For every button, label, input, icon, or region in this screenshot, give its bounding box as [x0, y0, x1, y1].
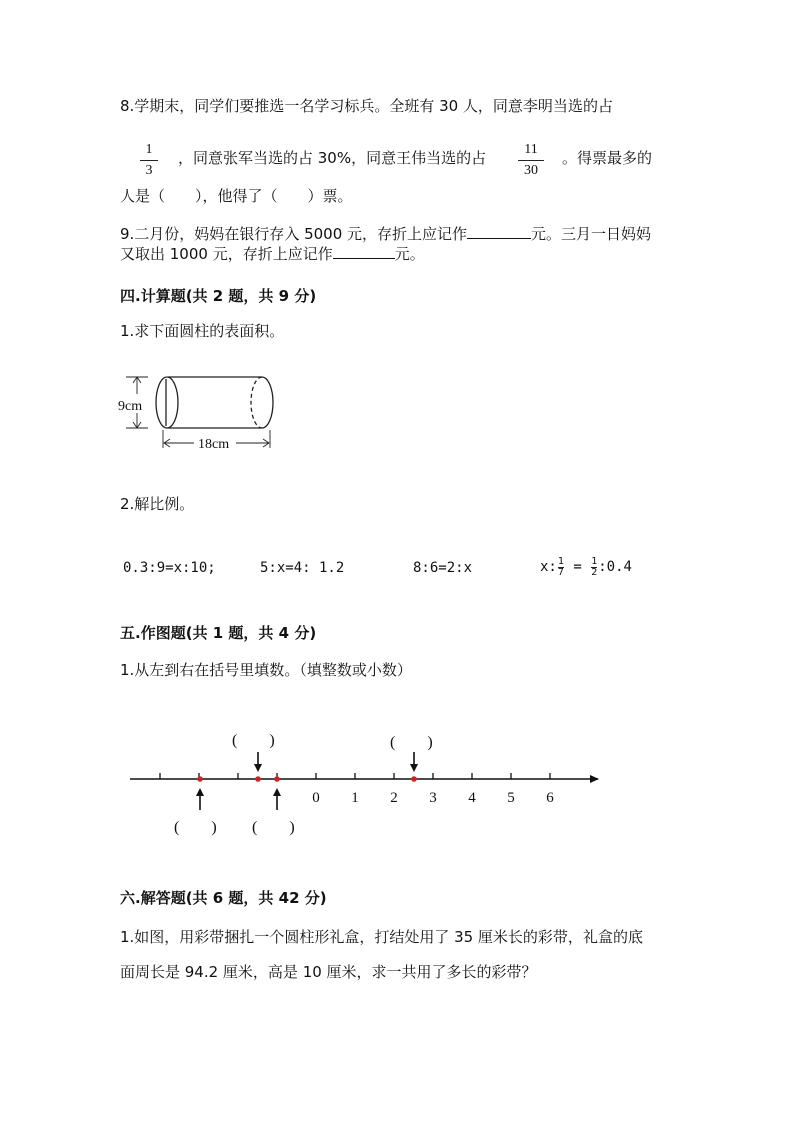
q9-line2: [120, 244, 425, 264]
q9-line2-a: 又取出 1000 元，存折上应记作: [120, 245, 333, 263]
fraction-denominator: 2: [591, 566, 598, 578]
equation-2: 5:x=4: 1.2: [260, 560, 345, 576]
cylinder-left-face: [156, 377, 178, 428]
section5-title: 五.作图题(共 1 题，共 4 分): [120, 624, 317, 642]
arrow-down-b-head: [254, 764, 262, 772]
q8-fraction-eleven-thirtieths: [518, 142, 544, 179]
eq4-equals: =: [564, 559, 591, 575]
number-line-label-3: 3: [429, 790, 437, 806]
arrow-up-a-head: [196, 788, 204, 796]
section4-title: 四.计算题(共 2 题，共 9 分): [120, 287, 317, 305]
cylinder-right-visible-edge: [262, 377, 273, 428]
fraction-numerator: 1: [145, 142, 153, 157]
number-line-labels: [312, 790, 554, 806]
length-label: 18cm: [198, 437, 230, 452]
arrow-down-d-head: [410, 764, 418, 772]
fraction-numerator: 1: [591, 555, 598, 567]
answer-bracket-a[interactable]: ( ): [174, 819, 217, 836]
fraction-numerator: 11: [524, 142, 538, 157]
fraction-denominator: 30: [524, 163, 538, 178]
answer-bracket-b[interactable]: ( ): [232, 732, 275, 749]
q8-fraction-one-third: [140, 142, 158, 179]
eq4-suffix: :0.4: [598, 559, 632, 575]
number-line-diagram: [120, 722, 610, 842]
cylinder-diagram: [118, 368, 288, 458]
q9-line2-b: 元。: [394, 245, 425, 263]
equation-1: 0.3:9=x:10;: [123, 560, 216, 576]
q9-blank-1[interactable]: [467, 224, 531, 239]
q9-line1-a: 9.二月份，妈妈在银行存入 5000 元，存折上应记作: [120, 225, 468, 243]
answer-bracket-c[interactable]: ( ): [252, 819, 295, 836]
fraction-numerator: 1: [557, 555, 564, 567]
number-line-label-2: 2: [390, 790, 398, 806]
q8-line1: 8.学期末，同学们要推选一名学习标兵。全班有 30 人，同意李明当选的占: [120, 97, 613, 115]
equation-4: [540, 555, 632, 579]
section4-q2: 2.解比例。: [120, 495, 195, 513]
q9-blank-2[interactable]: [333, 244, 395, 259]
number-line-label-4: 4: [468, 790, 476, 806]
cylinder-right-hidden-edge: [251, 377, 262, 428]
height-label: 9cm: [118, 399, 143, 414]
number-line-label-5: 5: [507, 790, 515, 806]
q8-end-text: 。得票最多的: [562, 149, 653, 167]
marker-point-b: [255, 776, 261, 782]
answer-bracket-d[interactable]: ( ): [390, 734, 433, 751]
fraction-bar: [518, 160, 544, 161]
number-line-label-6: 6: [546, 790, 554, 806]
section5-q1: 1.从左到右在括号里填数。（填整数或小数）: [120, 661, 412, 679]
marker-point-d: [411, 776, 417, 782]
eq4-fraction-one-half: [591, 557, 597, 578]
fraction-denominator: 7: [557, 566, 564, 578]
section6-q1-line1: 1.如图，用彩带捆扎一个圆柱形礼盒，打结处用了 35 厘米长的彩带，礼盒的底: [120, 928, 643, 946]
eq4-fraction-one-seventh: [558, 557, 564, 578]
number-line-arrowhead: [590, 775, 599, 783]
number-line-label-1: 1: [351, 790, 359, 806]
arrow-up-c-head: [273, 788, 281, 796]
section4-q1: 1.求下面圆柱的表面积。: [120, 322, 285, 340]
q8-line3: 人是（ ），他得了（ ）票。: [120, 187, 353, 205]
q8-mid-text: ，同意张军当选的占 30%，同意王伟当选的占: [178, 149, 487, 167]
eq4-prefix: x:: [540, 559, 557, 575]
number-line-ticks: [160, 773, 550, 779]
marker-point-a: [197, 776, 203, 782]
q9-line1-b: 元。三月一日妈妈: [531, 225, 652, 243]
fraction-bar: [140, 160, 158, 161]
equation-3: 8:6=2:x: [413, 560, 473, 576]
number-line-label-0: 0: [312, 790, 320, 806]
fraction-denominator: 3: [145, 163, 153, 178]
marker-point-c: [274, 776, 280, 782]
section6-title: 六.解答题(共 6 题，共 42 分): [120, 889, 327, 907]
q9-line1: [120, 224, 651, 244]
section6-q1-line2: 面周长是 94.2 厘米，高是 10 厘米，求一共用了多长的彩带？: [120, 963, 537, 981]
